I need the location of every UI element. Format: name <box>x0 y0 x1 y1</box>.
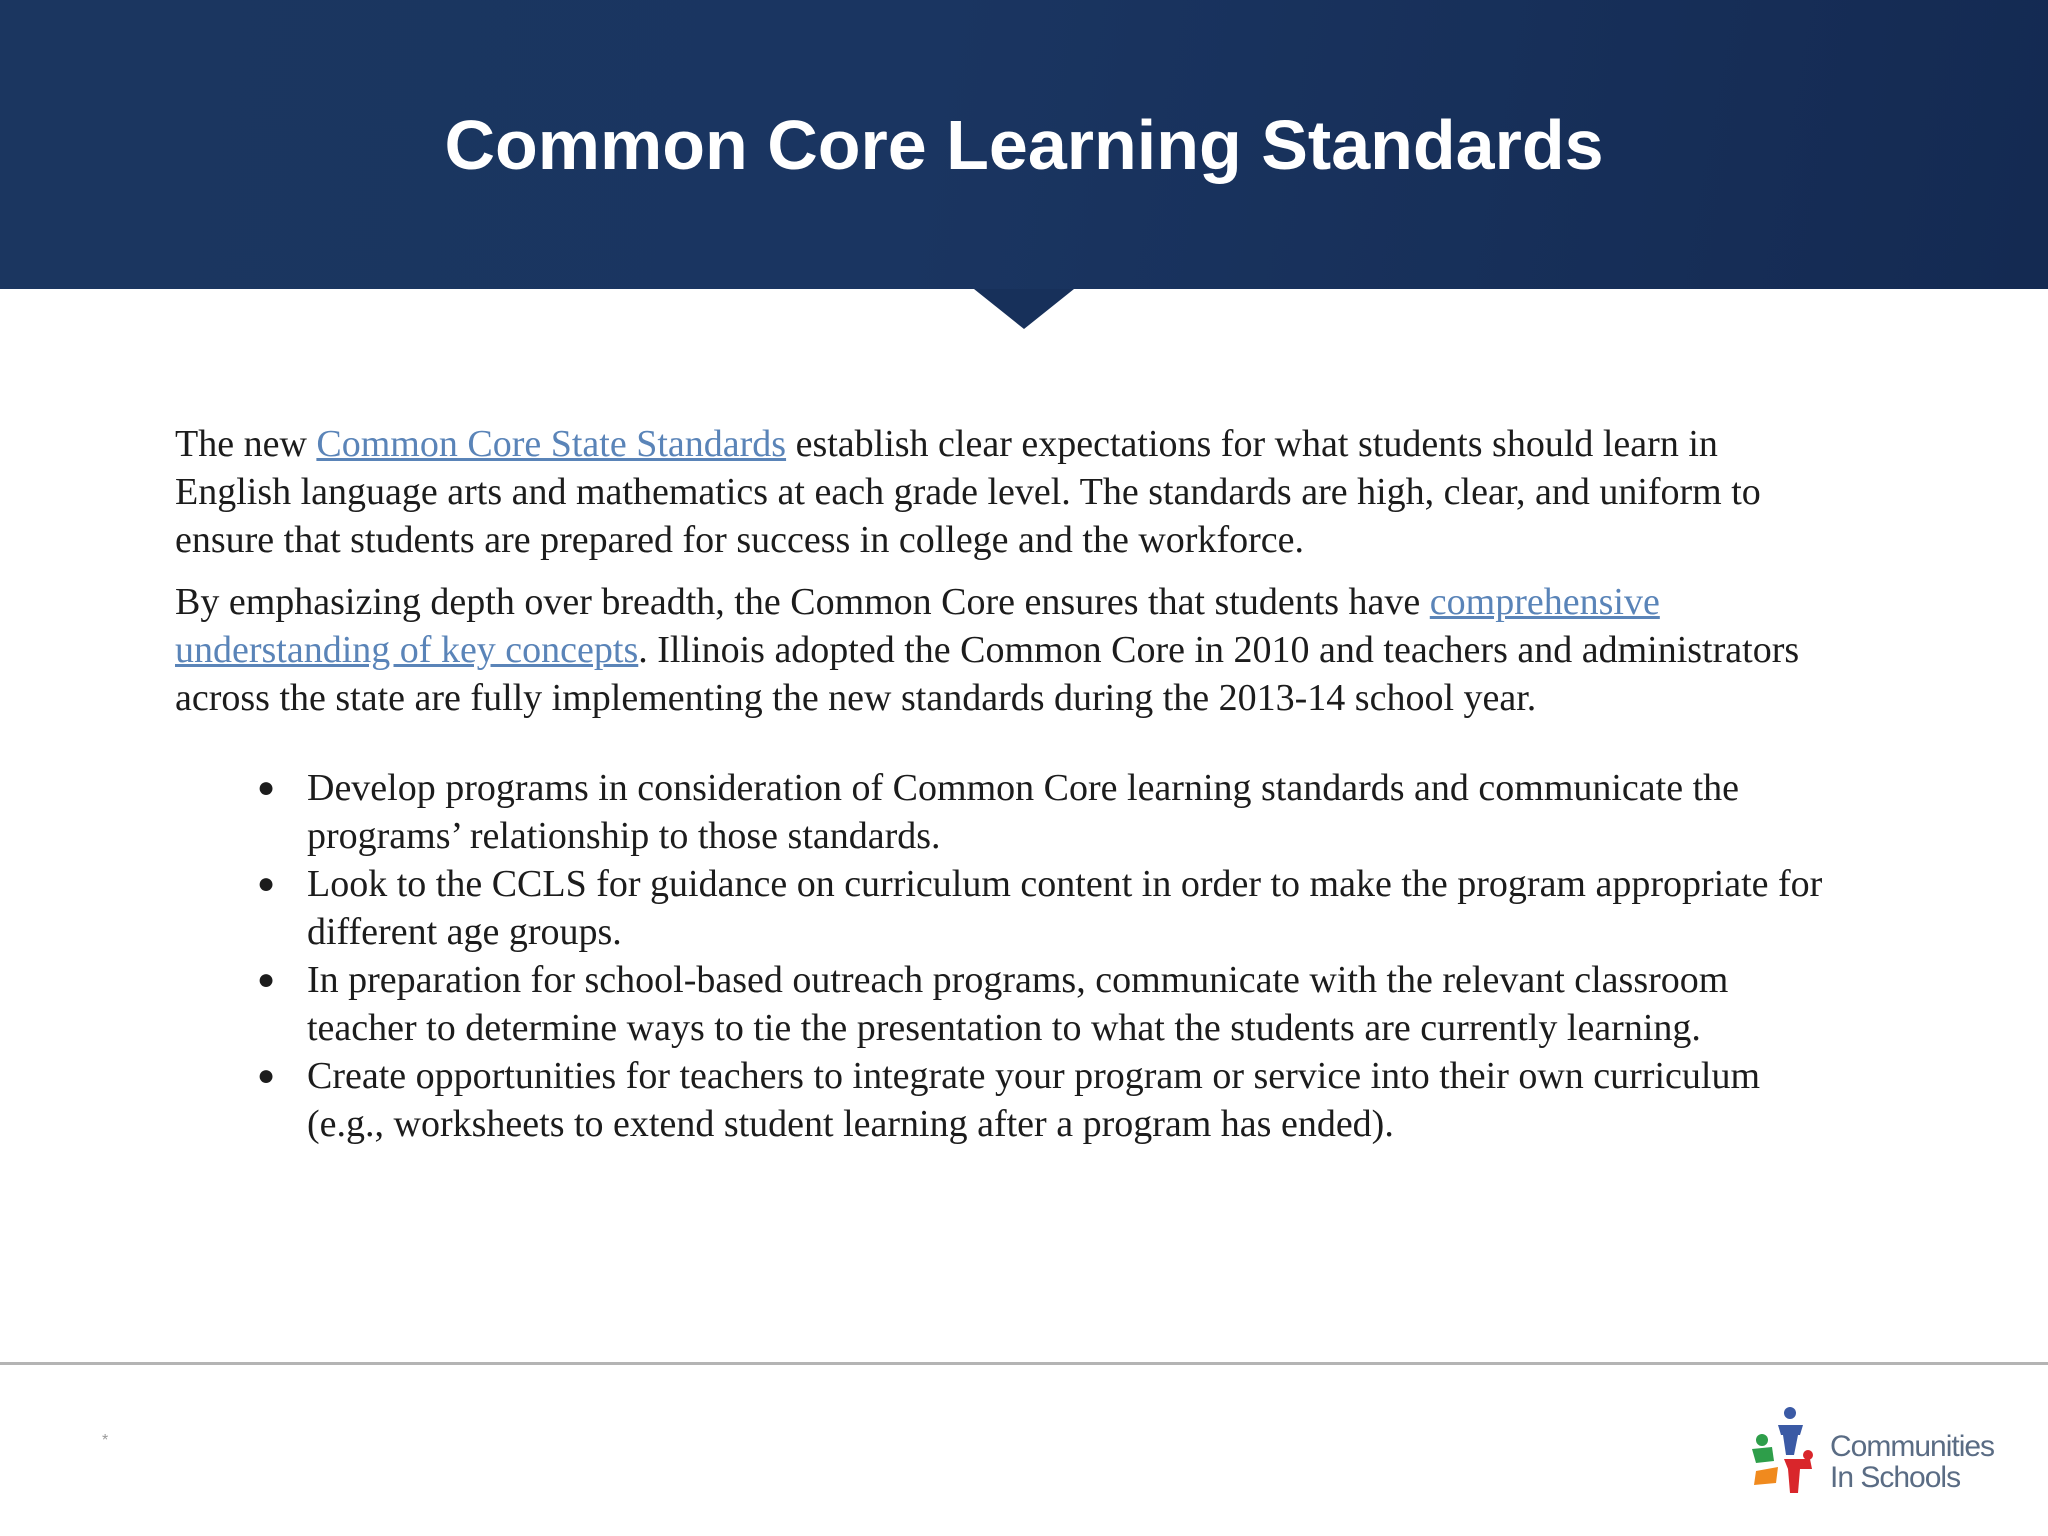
key-concepts-link[interactable]: comprehensive understanding of key concepts <box>175 581 1660 671</box>
depth-paragraph <box>175 578 1835 722</box>
bullet-list <box>175 764 1835 1148</box>
logo-line1: Communities <box>1830 1430 1995 1463</box>
slide-title: Common Core Learning Standards <box>444 106 1604 184</box>
bullet-item <box>257 764 1835 860</box>
bullet-text: Create opportunities for teachers to integrate your program or service into their own curriculum (e.g., worksheets to extend student learning after a program has ended). <box>307 1055 1760 1145</box>
logo-wordmark <box>1830 1431 1994 1493</box>
bullet-text: In preparation for school-based outreach programs, communicate with the relevant classroom teacher to determine ways to tie the presentation to what the students are currently learning. <box>307 959 1729 1049</box>
bullet-text: Develop programs in consideration of Common Core learning standards and communicate the programs’ relationship to those standards. <box>307 767 1740 857</box>
paragraph2-prefix: By emphasizing depth over breadth, the Common Core ensures that students have <box>175 581 1430 623</box>
bullet-item <box>257 1052 1835 1148</box>
paragraph2-suffix: . Illinois adopted the Common Core in 2010 and teachers and administrators across the state are fully implementing the new standards during the 2013-14 school year. <box>175 629 1800 719</box>
logo-line2: In Schools <box>1830 1461 1961 1494</box>
bullet-item <box>257 956 1835 1052</box>
slide-body <box>175 420 1835 1148</box>
common-core-standards-link[interactable]: Common Core State Standards <box>316 423 787 465</box>
header-notch <box>974 289 1074 329</box>
paragraph1-suffix: establish clear expectations for what students should learn in English language arts and mathematics at each grade level. The standards are high, clear, and uniform to ensure that students are prepared for success in college and the workforce. <box>175 423 1761 561</box>
logo-figure-icon <box>1748 1405 1828 1500</box>
bullet-item <box>257 860 1835 956</box>
bullet-dot-icon: ● <box>257 771 276 804</box>
bullet-dot-icon: ● <box>257 867 276 900</box>
bullet-dot-icon: ● <box>257 1059 276 1092</box>
communities-in-schools-logo <box>1748 1405 2008 1500</box>
intro-paragraph <box>175 420 1835 564</box>
footer-marker: * <box>102 1432 109 1449</box>
bullet-dot-icon: ● <box>257 963 276 996</box>
footer-divider <box>0 1362 2048 1365</box>
bullet-text: Look to the CCLS for guidance on curriculum content in order to make the program appropriate for different age groups. <box>307 863 1823 953</box>
paragraph1-prefix: The new <box>175 423 317 465</box>
